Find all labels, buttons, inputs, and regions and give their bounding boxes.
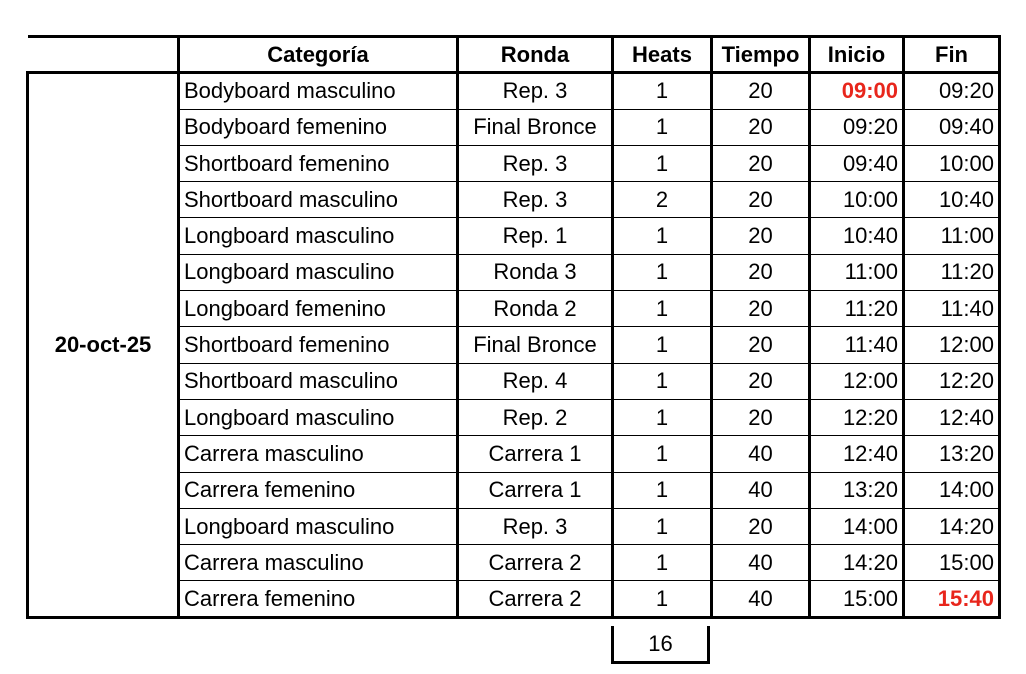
cell-fin: 09:40 <box>904 109 1000 145</box>
cell-ronda: Carrera 1 <box>458 472 613 508</box>
cell-inicio: 11:00 <box>810 254 904 290</box>
cell-fin: 10:40 <box>904 182 1000 218</box>
cell-tiempo: 20 <box>712 327 810 363</box>
header-fin: Fin <box>904 37 1000 73</box>
cell-inicio: 14:00 <box>810 508 904 544</box>
cell-heats: 1 <box>613 363 712 399</box>
cell-inicio: 12:20 <box>810 399 904 435</box>
cell-heats: 1 <box>613 218 712 254</box>
cell-fin: 13:20 <box>904 436 1000 472</box>
cell-fin: 12:00 <box>904 327 1000 363</box>
cell-heats: 1 <box>613 436 712 472</box>
header-categoria: Categoría <box>179 37 458 73</box>
cell-fin: 10:00 <box>904 145 1000 181</box>
cell-heats: 1 <box>613 109 712 145</box>
cell-fin: 15:00 <box>904 545 1000 581</box>
cell-fin: 11:00 <box>904 218 1000 254</box>
cell-tiempo: 20 <box>712 145 810 181</box>
cell-categoria: Bodyboard masculino <box>179 73 458 109</box>
header-tiempo: Tiempo <box>712 37 810 73</box>
cell-fin: 12:20 <box>904 363 1000 399</box>
cell-heats: 1 <box>613 399 712 435</box>
cell-ronda: Carrera 2 <box>458 545 613 581</box>
cell-categoria: Longboard masculino <box>179 254 458 290</box>
cell-heats: 1 <box>613 545 712 581</box>
cell-ronda: Rep. 4 <box>458 363 613 399</box>
cell-heats: 1 <box>613 254 712 290</box>
cell-categoria: Carrera femenino <box>179 472 458 508</box>
cell-ronda: Carrera 2 <box>458 581 613 617</box>
cell-categoria: Carrera femenino <box>179 581 458 617</box>
cell-heats: 1 <box>613 73 712 109</box>
cell-ronda: Final Bronce <box>458 109 613 145</box>
header-inicio: Inicio <box>810 37 904 73</box>
cell-tiempo: 20 <box>712 109 810 145</box>
cell-categoria: Longboard masculino <box>179 399 458 435</box>
cell-tiempo: 20 <box>712 218 810 254</box>
cell-ronda: Rep. 3 <box>458 145 613 181</box>
cell-fin: 14:20 <box>904 508 1000 544</box>
cell-categoria: Shortboard masculino <box>179 182 458 218</box>
header-row <box>28 37 1000 73</box>
cell-inicio: 11:20 <box>810 291 904 327</box>
cell-categoria: Shortboard masculino <box>179 363 458 399</box>
cell-inicio: 10:00 <box>810 182 904 218</box>
cell-inicio: 09:20 <box>810 109 904 145</box>
cell-fin-highlight: 15:40 <box>904 581 1000 617</box>
cell-ronda: Rep. 3 <box>458 182 613 218</box>
cell-tiempo: 40 <box>712 581 810 617</box>
cell-ronda: Final Bronce <box>458 327 613 363</box>
cell-fin: 12:40 <box>904 399 1000 435</box>
date-cell: 20-oct-25 <box>28 73 179 617</box>
cell-categoria: Shortboard femenino <box>179 145 458 181</box>
cell-heats: 1 <box>613 145 712 181</box>
table-row <box>28 73 1000 109</box>
cell-categoria: Shortboard femenino <box>179 327 458 363</box>
cell-tiempo: 20 <box>712 399 810 435</box>
schedule-body <box>28 73 1000 617</box>
cell-inicio: 14:20 <box>810 545 904 581</box>
cell-categoria: Carrera masculino <box>179 545 458 581</box>
cell-fin: 09:20 <box>904 73 1000 109</box>
cell-tiempo: 20 <box>712 254 810 290</box>
cell-tiempo: 40 <box>712 436 810 472</box>
cell-tiempo: 40 <box>712 472 810 508</box>
cell-categoria: Longboard femenino <box>179 291 458 327</box>
cell-ronda: Ronda 3 <box>458 254 613 290</box>
cell-tiempo: 20 <box>712 363 810 399</box>
cell-inicio: 09:40 <box>810 145 904 181</box>
cell-heats: 1 <box>613 472 712 508</box>
cell-inicio: 13:20 <box>810 472 904 508</box>
header-blank-cell <box>28 37 179 73</box>
cell-tiempo: 20 <box>712 73 810 109</box>
cell-tiempo: 40 <box>712 545 810 581</box>
cell-categoria: Longboard masculino <box>179 508 458 544</box>
schedule-sheet <box>26 35 998 656</box>
schedule-table <box>26 35 1001 619</box>
cell-inicio: 10:40 <box>810 218 904 254</box>
cell-fin: 14:00 <box>904 472 1000 508</box>
cell-ronda: Rep. 3 <box>458 508 613 544</box>
cell-fin: 11:20 <box>904 254 1000 290</box>
cell-heats: 1 <box>613 581 712 617</box>
cell-heats: 1 <box>613 327 712 363</box>
cell-ronda: Rep. 1 <box>458 218 613 254</box>
cell-tiempo: 20 <box>712 291 810 327</box>
cell-ronda: Rep. 2 <box>458 399 613 435</box>
cell-categoria: Longboard masculino <box>179 218 458 254</box>
cell-tiempo: 20 <box>712 182 810 218</box>
cell-tiempo: 20 <box>712 508 810 544</box>
cell-ronda: Rep. 3 <box>458 73 613 109</box>
header-ronda: Ronda <box>458 37 613 73</box>
cell-inicio: 12:00 <box>810 363 904 399</box>
header-heats: Heats <box>613 37 712 73</box>
cell-categoria: Carrera masculino <box>179 436 458 472</box>
cell-categoria: Bodyboard femenino <box>179 109 458 145</box>
cell-inicio: 11:40 <box>810 327 904 363</box>
cell-ronda: Carrera 1 <box>458 436 613 472</box>
cell-inicio-highlight: 09:00 <box>810 73 904 109</box>
cell-inicio: 15:00 <box>810 581 904 617</box>
cell-fin: 11:40 <box>904 291 1000 327</box>
cell-inicio: 12:40 <box>810 436 904 472</box>
cell-ronda: Ronda 2 <box>458 291 613 327</box>
cell-heats: 2 <box>613 182 712 218</box>
cell-heats: 1 <box>613 291 712 327</box>
cell-heats: 1 <box>613 508 712 544</box>
total-heats-cell: 16 <box>611 626 710 664</box>
